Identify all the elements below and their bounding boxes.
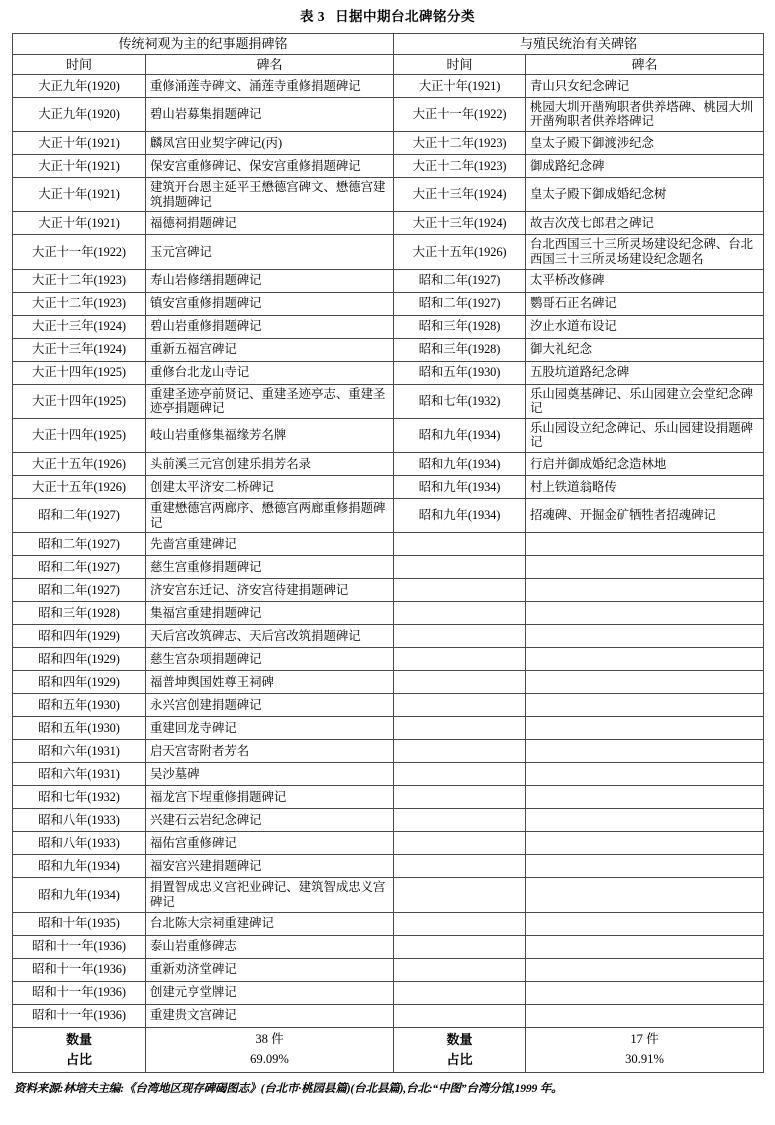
table-row bbox=[13, 269, 764, 292]
cell-time-left: 大正十四年(1925) bbox=[13, 384, 146, 418]
cell-empty bbox=[526, 579, 764, 602]
cell-time-left: 昭和四年(1929) bbox=[13, 648, 146, 671]
cell-empty bbox=[394, 740, 526, 763]
cell-time-left: 大正十三年(1924) bbox=[13, 315, 146, 338]
table-row bbox=[13, 74, 764, 97]
cell-empty bbox=[526, 717, 764, 740]
cell-empty bbox=[526, 648, 764, 671]
totals-labels-left-top: 数量 bbox=[65, 1031, 92, 1047]
cell-empty bbox=[394, 1004, 526, 1027]
cell-time-left: 大正九年(1920) bbox=[13, 97, 146, 131]
cell-name-left: 重建懋德宫两廊序、懋德宫两廊重修捐题碑记 bbox=[146, 499, 394, 533]
totals-labels-left bbox=[13, 1027, 146, 1073]
totals-values-left bbox=[146, 1027, 394, 1073]
cell-empty bbox=[394, 878, 526, 912]
cell-name-left: 建筑开台恩主延平王懋德宫碑文、懋德宫建筑捐题碑记 bbox=[146, 178, 394, 212]
cell-name-left: 天后宫改筑碑志、天后宫改筑捐题碑记 bbox=[146, 625, 394, 648]
cell-empty bbox=[526, 602, 764, 625]
cell-name-left: 头前溪三元宫创建乐捐芳名录 bbox=[146, 453, 394, 476]
cell-time-left: 昭和八年(1933) bbox=[13, 832, 146, 855]
table-row bbox=[13, 671, 764, 694]
table-row bbox=[13, 579, 764, 602]
cell-empty bbox=[526, 763, 764, 786]
cell-name-left: 重新五福宫碑记 bbox=[146, 338, 394, 361]
cell-time-right: 昭和九年(1934) bbox=[394, 453, 526, 476]
cell-name-left: 捐置智成忠义宫祀业碑记、建筑智成忠义宫碑记 bbox=[146, 878, 394, 912]
cell-time-left: 昭和五年(1930) bbox=[13, 694, 146, 717]
cell-time-right: 昭和五年(1930) bbox=[394, 361, 526, 384]
cell-empty bbox=[394, 958, 526, 981]
table-row bbox=[13, 418, 764, 452]
cell-empty bbox=[394, 671, 526, 694]
cell-time-left: 昭和七年(1932) bbox=[13, 786, 146, 809]
cell-name-left: 重新劝济堂碑记 bbox=[146, 958, 394, 981]
group-header-left: 传统祠观为主的纪事题捐碑铭 bbox=[13, 34, 394, 54]
cell-name-left: 永兴宫创建捐题碑记 bbox=[146, 694, 394, 717]
cell-empty bbox=[526, 625, 764, 648]
cell-time-right: 昭和三年(1928) bbox=[394, 338, 526, 361]
cell-empty bbox=[394, 855, 526, 878]
cell-name-left: 慈生宫重修捐题碑记 bbox=[146, 556, 394, 579]
cell-name-left: 寿山岩修缮捐题碑记 bbox=[146, 269, 394, 292]
cell-name-left: 泰山岩重修碑志 bbox=[146, 935, 394, 958]
cell-empty bbox=[394, 556, 526, 579]
cell-time-left: 大正十四年(1925) bbox=[13, 361, 146, 384]
cell-time-left: 昭和六年(1931) bbox=[13, 740, 146, 763]
cell-name-left: 岐山岩重修集福缘芳名牌 bbox=[146, 418, 394, 452]
cell-time-left: 昭和九年(1934) bbox=[13, 878, 146, 912]
table-row bbox=[13, 878, 764, 912]
cell-empty bbox=[526, 556, 764, 579]
table-row bbox=[13, 602, 764, 625]
cell-name-left: 麟凤宫田业契字碑记(丙) bbox=[146, 132, 394, 155]
cell-empty bbox=[526, 981, 764, 1004]
cell-time-right: 昭和九年(1934) bbox=[394, 499, 526, 533]
cell-name-right: 皇太子殿下御渡涉纪念 bbox=[526, 132, 764, 155]
group-header-row bbox=[13, 34, 764, 54]
cell-time-left: 昭和十一年(1936) bbox=[13, 958, 146, 981]
cell-time-right: 昭和七年(1932) bbox=[394, 384, 526, 418]
cell-name-left: 重建回龙寺碑记 bbox=[146, 717, 394, 740]
cell-name-right: 御成路纪念碑 bbox=[526, 155, 764, 178]
cell-empty bbox=[526, 855, 764, 878]
table-row bbox=[13, 912, 764, 935]
cell-time-right: 大正十二年(1923) bbox=[394, 155, 526, 178]
table-row bbox=[13, 384, 764, 418]
cell-name-right: 招魂碑、开掘金矿牺牲者招魂碑记 bbox=[526, 499, 764, 533]
cell-name-left: 玉元宫碑记 bbox=[146, 235, 394, 269]
table-row bbox=[13, 935, 764, 958]
cell-name-left: 兴建石云岩纪念碑记 bbox=[146, 809, 394, 832]
totals-values-left-bottom: 69.09% bbox=[250, 1051, 289, 1066]
totals-values-right-top: 17 件 bbox=[630, 1032, 659, 1047]
table-row bbox=[13, 786, 764, 809]
totals-values-right bbox=[526, 1027, 764, 1073]
table-row bbox=[13, 809, 764, 832]
cell-empty bbox=[394, 694, 526, 717]
table-row bbox=[13, 453, 764, 476]
cell-empty bbox=[394, 912, 526, 935]
column-header-name-left: 碑名 bbox=[146, 54, 394, 74]
cell-time-left: 昭和十年(1935) bbox=[13, 912, 146, 935]
cell-name-left: 重建贵文宫碑记 bbox=[146, 1004, 394, 1027]
cell-name-left: 吴沙墓碑 bbox=[146, 763, 394, 786]
cell-time-left: 昭和二年(1927) bbox=[13, 499, 146, 533]
cell-time-right: 大正十五年(1926) bbox=[394, 235, 526, 269]
cell-name-left: 福佑宫重修碑记 bbox=[146, 832, 394, 855]
cell-name-left: 集福宫重建捐题碑记 bbox=[146, 602, 394, 625]
cell-time-left: 昭和二年(1927) bbox=[13, 556, 146, 579]
column-header-time-right: 时间 bbox=[394, 54, 526, 74]
cell-empty bbox=[526, 878, 764, 912]
cell-empty bbox=[526, 832, 764, 855]
cell-time-left: 昭和九年(1934) bbox=[13, 855, 146, 878]
cell-name-left: 济安宫东迁记、济安宫待建捐题碑记 bbox=[146, 579, 394, 602]
cell-empty bbox=[394, 763, 526, 786]
table-row bbox=[13, 338, 764, 361]
table-row bbox=[13, 981, 764, 1004]
cell-time-left: 大正十二年(1923) bbox=[13, 292, 146, 315]
source-note: 资料来源:林培夫主编:《台湾地区现存碑碣图志》(台北市·桃园县篇)(台北县篇),台北:“中图”台湾分馆,1999 年。 bbox=[14, 1082, 563, 1096]
table-row bbox=[13, 556, 764, 579]
table-row bbox=[13, 499, 764, 533]
cell-time-left: 昭和四年(1929) bbox=[13, 671, 146, 694]
table-number: 表 3 bbox=[299, 9, 326, 24]
cell-empty bbox=[394, 625, 526, 648]
totals-labels-right bbox=[394, 1027, 526, 1073]
table-row bbox=[13, 476, 764, 499]
cell-time-left: 昭和二年(1927) bbox=[13, 533, 146, 556]
cell-time-left: 大正十四年(1925) bbox=[13, 418, 146, 452]
cell-time-right: 昭和九年(1934) bbox=[394, 418, 526, 452]
cell-name-left: 创建元亨堂牌记 bbox=[146, 981, 394, 1004]
table-row bbox=[13, 958, 764, 981]
table-row bbox=[13, 694, 764, 717]
table-row bbox=[13, 763, 764, 786]
cell-name-left: 福普坤舆国姓尊王祠碑 bbox=[146, 671, 394, 694]
cell-name-right: 故吉次茂七郎君之碑记 bbox=[526, 212, 764, 235]
cell-time-right: 昭和三年(1928) bbox=[394, 315, 526, 338]
cell-name-left: 先啬宫重建碑记 bbox=[146, 533, 394, 556]
cell-time-left: 昭和十一年(1936) bbox=[13, 935, 146, 958]
table-row bbox=[13, 1004, 764, 1027]
cell-name-right: 青山只女纪念碑记 bbox=[526, 74, 764, 97]
table-row bbox=[13, 361, 764, 384]
cell-name-right: 乐山园设立纪念碑记、乐山园建设捐题碑记 bbox=[526, 418, 764, 452]
cell-name-right: 行启并御成婚纪念造林地 bbox=[526, 453, 764, 476]
table-row bbox=[13, 832, 764, 855]
totals-values-right-bottom: 30.91% bbox=[625, 1051, 664, 1066]
cell-name-left: 重建圣迹亭前贤记、重建圣迹亭志、重建圣迹亭捐题碑记 bbox=[146, 384, 394, 418]
cell-name-right: 村上铁道翁略传 bbox=[526, 476, 764, 499]
cell-empty bbox=[394, 717, 526, 740]
cell-empty bbox=[394, 786, 526, 809]
cell-time-left: 大正九年(1920) bbox=[13, 74, 146, 97]
totals-row bbox=[13, 1027, 764, 1073]
cell-name-right: 五股坑道路纪念碑 bbox=[526, 361, 764, 384]
cell-time-right: 昭和二年(1927) bbox=[394, 292, 526, 315]
cell-empty bbox=[526, 694, 764, 717]
cell-time-left: 大正十年(1921) bbox=[13, 132, 146, 155]
cell-empty bbox=[526, 912, 764, 935]
cell-empty bbox=[526, 671, 764, 694]
cell-time-right: 大正十一年(1922) bbox=[394, 97, 526, 131]
table-caption bbox=[12, 0, 763, 33]
cell-name-right: 鹦哥石正名碑记 bbox=[526, 292, 764, 315]
cell-empty bbox=[526, 1004, 764, 1027]
cell-time-left: 大正十五年(1926) bbox=[13, 453, 146, 476]
table-row bbox=[13, 212, 764, 235]
table-row bbox=[13, 132, 764, 155]
cell-time-left: 大正十三年(1924) bbox=[13, 338, 146, 361]
cell-name-right: 太平桥改修碑 bbox=[526, 269, 764, 292]
table-row bbox=[13, 97, 764, 131]
cell-empty bbox=[394, 579, 526, 602]
column-header-name-right: 碑名 bbox=[526, 54, 764, 74]
cell-name-left: 镇安宫重修捐题碑记 bbox=[146, 292, 394, 315]
cell-name-left: 创建太平济安二桥碑记 bbox=[146, 476, 394, 499]
cell-empty bbox=[394, 832, 526, 855]
table-row bbox=[13, 315, 764, 338]
cell-empty bbox=[526, 935, 764, 958]
cell-time-left: 昭和四年(1929) bbox=[13, 625, 146, 648]
cell-time-left: 昭和三年(1928) bbox=[13, 602, 146, 625]
group-header-right: 与殖民统治有关碑铭 bbox=[394, 34, 764, 54]
totals-labels-right-bottom: 占比 bbox=[446, 1051, 473, 1067]
cell-empty bbox=[526, 958, 764, 981]
cell-empty bbox=[394, 602, 526, 625]
cell-time-left: 大正十五年(1926) bbox=[13, 476, 146, 499]
cell-empty bbox=[526, 786, 764, 809]
table-row bbox=[13, 292, 764, 315]
cell-name-right: 台北西国三十三所灵场建设纪念碑、台北西国三十三所灵场建设纪念题名 bbox=[526, 235, 764, 269]
table-row bbox=[13, 533, 764, 556]
cell-time-left: 大正十年(1921) bbox=[13, 155, 146, 178]
stele-classification-table bbox=[12, 33, 764, 1073]
cell-name-right: 乐山园奠基碑记、乐山园建立会堂纪念碑记 bbox=[526, 384, 764, 418]
cell-name-left: 碧山岩重修捐题碑记 bbox=[146, 315, 394, 338]
cell-name-left: 福安宫兴建捐题碑记 bbox=[146, 855, 394, 878]
table-row bbox=[13, 740, 764, 763]
cell-name-left: 福德祠捐题碑记 bbox=[146, 212, 394, 235]
table-title: 日据中期台北碑铭分类 bbox=[335, 9, 476, 24]
cell-name-right: 汐止水道布设记 bbox=[526, 315, 764, 338]
totals-values-left-top: 38 件 bbox=[255, 1032, 284, 1047]
cell-empty bbox=[394, 533, 526, 556]
cell-empty bbox=[394, 981, 526, 1004]
cell-time-right: 昭和九年(1934) bbox=[394, 476, 526, 499]
table-row bbox=[13, 155, 764, 178]
table-row bbox=[13, 235, 764, 269]
cell-name-left: 重修涌莲寺碑文、涌莲寺重修捐题碑记 bbox=[146, 74, 394, 97]
cell-time-right: 大正十三年(1924) bbox=[394, 212, 526, 235]
cell-time-left: 大正十年(1921) bbox=[13, 212, 146, 235]
cell-empty bbox=[394, 935, 526, 958]
column-header-time-left: 时间 bbox=[13, 54, 146, 74]
cell-time-left: 大正十二年(1923) bbox=[13, 269, 146, 292]
table-row bbox=[13, 178, 764, 212]
cell-name-left: 碧山岩募集捐题碑记 bbox=[146, 97, 394, 131]
cell-time-left: 昭和十一年(1936) bbox=[13, 981, 146, 1004]
cell-empty bbox=[526, 533, 764, 556]
cell-empty bbox=[526, 740, 764, 763]
column-header-row bbox=[13, 54, 764, 74]
cell-time-left: 昭和五年(1930) bbox=[13, 717, 146, 740]
table-row bbox=[13, 625, 764, 648]
cell-time-left: 大正十一年(1922) bbox=[13, 235, 146, 269]
cell-name-right: 皇太子殿下御成婚纪念树 bbox=[526, 178, 764, 212]
table-row bbox=[13, 717, 764, 740]
cell-time-left: 昭和六年(1931) bbox=[13, 763, 146, 786]
cell-time-right: 大正十二年(1923) bbox=[394, 132, 526, 155]
cell-name-left: 重修台北龙山寺记 bbox=[146, 361, 394, 384]
cell-empty bbox=[394, 809, 526, 832]
cell-name-left: 福龙宫下埕重修捐题碑记 bbox=[146, 786, 394, 809]
cell-name-right: 御大礼纪念 bbox=[526, 338, 764, 361]
totals-labels-right-top: 数量 bbox=[446, 1031, 473, 1047]
cell-time-left: 昭和十一年(1936) bbox=[13, 1004, 146, 1027]
cell-time-right: 大正十三年(1924) bbox=[394, 178, 526, 212]
table-row bbox=[13, 855, 764, 878]
cell-name-left: 台北陈大宗祠重建碑记 bbox=[146, 912, 394, 935]
cell-name-right: 桃园大圳开凿殉职者供养塔碑、桃园大圳开凿殉职者供养塔碑记 bbox=[526, 97, 764, 131]
cell-name-left: 慈生宫杂项捐题碑记 bbox=[146, 648, 394, 671]
cell-empty bbox=[394, 648, 526, 671]
table-row bbox=[13, 648, 764, 671]
cell-time-right: 昭和二年(1927) bbox=[394, 269, 526, 292]
cell-empty bbox=[526, 809, 764, 832]
cell-time-left: 昭和八年(1933) bbox=[13, 809, 146, 832]
cell-time-right: 大正十年(1921) bbox=[394, 74, 526, 97]
cell-name-left: 保安宫重修碑记、保安宫重修捐题碑记 bbox=[146, 155, 394, 178]
totals-labels-left-bottom: 占比 bbox=[65, 1051, 92, 1067]
cell-name-left: 启天宫寄附者芳名 bbox=[146, 740, 394, 763]
cell-time-left: 大正十年(1921) bbox=[13, 178, 146, 212]
cell-time-left: 昭和二年(1927) bbox=[13, 579, 146, 602]
